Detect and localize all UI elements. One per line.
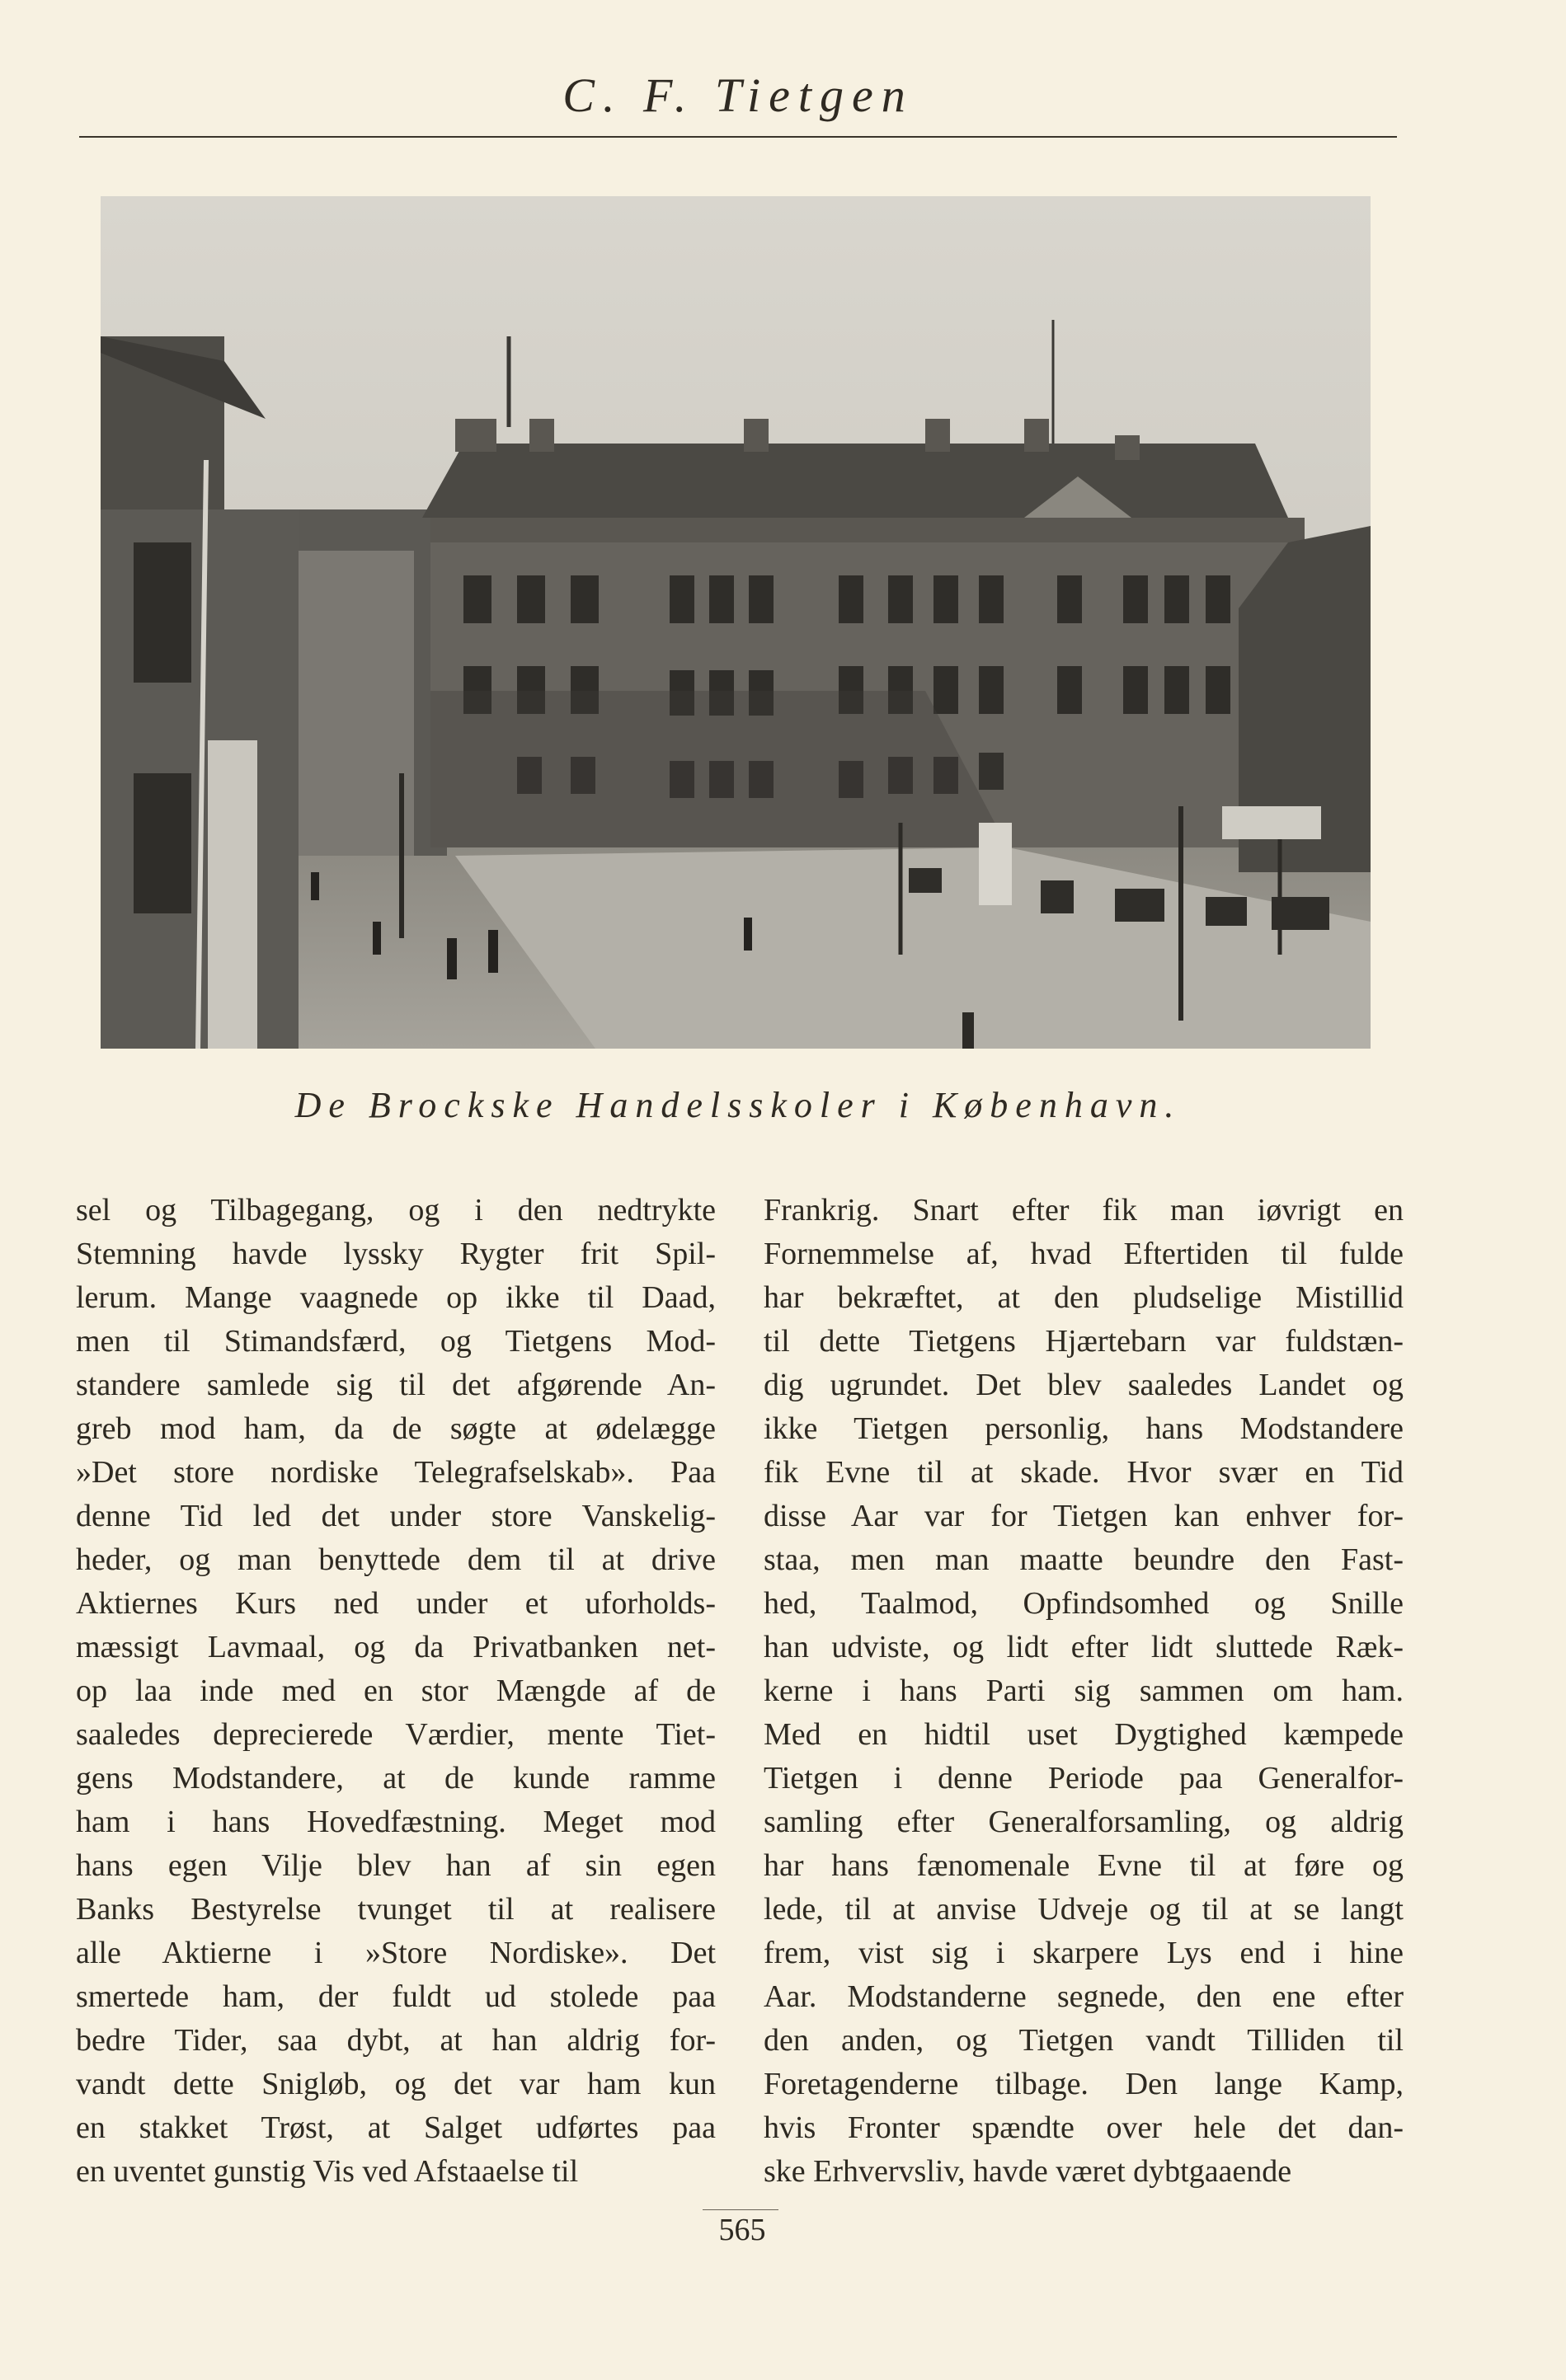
text-line: staa, men man maatte beundre den Fast- [764,1542,1404,1577]
street-scene-photo-icon [101,196,1371,1049]
text-line: hvis Fronter spændte over hele det dan- [764,2110,1404,2145]
text-line: Fornemmelse af, hvad Eftertiden til fulde [764,1237,1404,1271]
text-line: standere samlede sig til det afgørende An- [76,1368,716,1402]
page-number: 565 [718,2213,766,2247]
text-line: samling efter Generalforsamling, og aldrig [764,1805,1404,1839]
running-head: C. F. Tietgen [562,68,914,122]
text-line: Frankrig. Snart efter fik man iøvrigt en [764,1193,1404,1228]
right-column [764,1189,1404,2194]
text-line: denne Tid led det under store Vanskelig- [76,1499,716,1533]
left-column [76,1189,716,2194]
text-line: til dette Tietgens Hjærtebarn var fuldstæn- [764,1324,1404,1359]
text-line: hans egen Vilje blev han af sin egen [76,1848,716,1883]
text-line: ske Erhvervsliv, havde været dybtgaaende [764,2154,1292,2189]
text-line: mæssigt Lavmaal, og da Privatbanken net- [76,1630,716,1664]
header-rule [79,136,1397,138]
text-line: alle Aktierne i »Store Nordiske». Det [76,1936,716,1970]
text-line: har bekræftet, at den pludselige Mistillid [764,1280,1404,1315]
text-line: Aar. Modstanderne segnede, den ene efter [764,1979,1404,2014]
text-line: op laa inde med en stor Mængde af de [76,1674,716,1708]
text-line: dig ugrundet. Det blev saaledes Landet og [764,1368,1404,1402]
text-line: saaledes deprecierede Værdier, mente Tiet- [76,1717,716,1752]
text-line: lede, til at anvise Udveje og til at se langt [764,1892,1404,1927]
text-line: »Det store nordiske Telegrafselskab». Paa [76,1455,716,1490]
text-line: ham i hans Hovedfæstning. Meget mod [76,1805,716,1839]
text-line: han udviste, og lidt efter lidt sluttede Ræk- [764,1630,1404,1664]
photo-caption: De Brockske Handelsskoler i København. [294,1085,1182,1125]
text-line: frem, vist sig i skarpere Lys end i hine [764,1936,1404,1970]
text-line: Aktiernes Kurs ned under et uforholds- [76,1586,716,1621]
text-line: Tietgen i denne Periode paa Generalfor- [764,1761,1404,1796]
text-line: lerum. Mange vaagnede op ikke til Daad, [76,1280,716,1315]
text-line: Med en hidtil uset Dygtighed kæmpede [764,1717,1404,1752]
text-line: har hans fænomenale Evne til at føre og [764,1848,1404,1883]
street-scene-photo [101,196,1371,1049]
text-line: en uventet gunstig Vis ved Afstaaelse til [76,2154,579,2189]
text-line: bedre Tider, saa dybt, at han aldrig for- [76,2023,716,2058]
text-line: Banks Bestyrelse tvunget til at realisere [76,1892,716,1927]
text-line: fik Evne til at skade. Hvor svær en Tid [764,1455,1404,1490]
text-line: men til Stimandsfærd, og Tietgens Mod- [76,1324,716,1359]
text-line: gens Modstandere, at de kunde ramme [76,1761,716,1796]
text-line: heder, og man benyttede dem til at drive [76,1542,716,1577]
text-line: kerne i hans Parti sig sammen om ham. [764,1674,1404,1708]
text-line: sel og Tilbagegang, og i den nedtrykte [76,1193,716,1228]
text-line: Foretagenderne tilbage. Den lange Kamp, [764,2067,1404,2101]
text-line: Stemning havde lyssky Rygter frit Spil- [76,1237,716,1271]
text-line: hed, Taalmod, Opfindsomhed og Snille [764,1586,1404,1621]
text-line: en stakket Trøst, at Salget udførtes paa [76,2110,716,2145]
page-number-rule [703,2209,778,2210]
text-line: ikke Tietgen personlig, hans Modstandere [764,1411,1404,1446]
text-line: greb mod ham, da de søgte at ødelægge [76,1411,716,1446]
text-line: disse Aar var for Tietgen kan enhver for- [764,1499,1404,1533]
text-line: smertede ham, der fuldt ud stolede paa [76,1979,716,2014]
text-line: vandt dette Snigløb, og det var ham kun [76,2067,716,2101]
text-line: den anden, og Tietgen vandt Tilliden til [764,2023,1404,2058]
